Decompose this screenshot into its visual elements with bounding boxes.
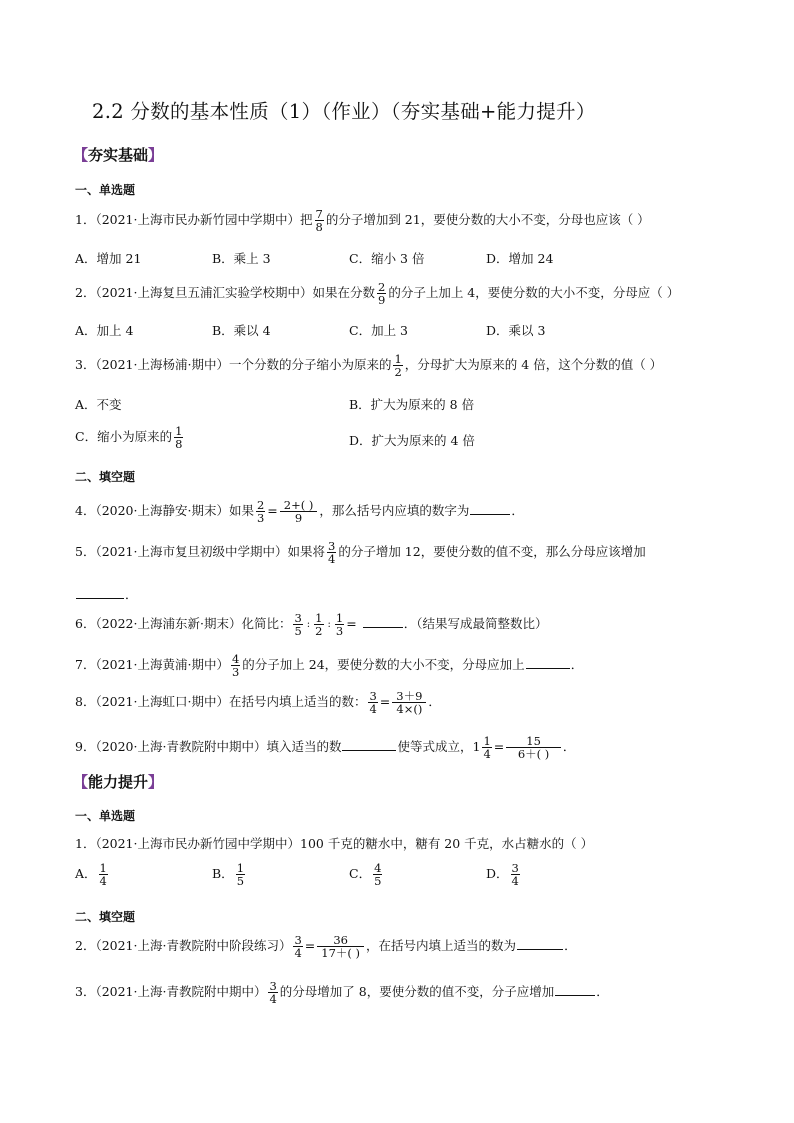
numerator: 3 (369, 689, 377, 703)
equals-sign: = (493, 739, 505, 755)
numerator: 3＋9 (392, 690, 426, 703)
option-b[interactable]: B．乘上 3 (212, 251, 271, 266)
fraction (392, 690, 426, 715)
question-9 (75, 735, 575, 760)
question-text: 的分子增加 12，要使分数的值不变，那么分母应该增加 (338, 544, 646, 560)
denominator: 3 (335, 624, 344, 639)
numerator: 4 (374, 861, 382, 875)
question-5-continued (75, 585, 138, 603)
section-advanced-heading (73, 771, 163, 792)
ratio-sign: : (306, 619, 311, 631)
question-text: 4．（2020·上海静安·期末）如果 (75, 503, 254, 519)
section-label: 夯实基础 (88, 146, 149, 164)
option-a[interactable]: A．加上 4 (75, 323, 134, 338)
denominator: 5 (374, 874, 382, 889)
fraction (256, 499, 265, 524)
fraction (293, 934, 302, 959)
period: ． (564, 938, 577, 954)
numerator: 2+( ) (280, 499, 318, 512)
period: ． (562, 739, 576, 755)
answer-blank[interactable] (517, 948, 563, 950)
numerator: 1 (236, 861, 245, 875)
fraction (236, 862, 245, 887)
answer-blank[interactable] (555, 994, 595, 996)
numerator: 3 (294, 611, 302, 625)
fraction (231, 653, 240, 678)
fraction (99, 862, 108, 887)
numerator: 2 (378, 280, 386, 294)
question-text: ，分母扩大为原来的 4 倍，这个分数的值（ ） (404, 357, 663, 373)
question-text: 2．（2021·上海复旦五浦汇实验学校期中）如果在分数 (75, 285, 375, 301)
question-text: 的分子加上 24，要使分数的大小不变，分母应加上 (242, 657, 525, 673)
advanced-question-3 (75, 980, 609, 1005)
numerator: 1 (394, 352, 402, 366)
fraction (335, 612, 344, 637)
section-bracket-close: 】 (148, 773, 164, 791)
fraction (174, 425, 183, 450)
fraction (315, 208, 324, 233)
question-text: ．（结果写成最简整数比） (403, 616, 548, 632)
fraction (293, 612, 302, 637)
equals-sign: = (346, 616, 357, 632)
option-d[interactable]: D．乘以 3 (486, 323, 546, 338)
option-a[interactable]: A．不变 (75, 397, 122, 412)
question-text: 使等式成立， (397, 739, 473, 755)
whole-number: 1 (472, 739, 481, 755)
fraction (314, 612, 323, 637)
answer-blank[interactable] (526, 667, 570, 669)
fraction (268, 980, 277, 1005)
fraction (482, 735, 491, 760)
question-text: 8．（2021·上海虹口·期中）在括号内填上适当的数： (75, 694, 367, 710)
fraction (368, 690, 377, 715)
ratio-sign: : (327, 619, 331, 631)
option-label: B． (212, 866, 234, 882)
single-choice-heading: 一、单选题 (75, 183, 136, 197)
option-d[interactable] (486, 862, 522, 887)
section-label: 能力提升 (88, 773, 149, 791)
section-bracket-open: 【 (73, 773, 89, 791)
question-text: 6．（2022·上海浦东新·期末）化简比： (75, 616, 292, 632)
period: ． (570, 657, 584, 673)
option-d[interactable]: D．增加 24 (486, 251, 554, 266)
period: ． (125, 587, 138, 602)
question-5 (75, 540, 646, 565)
single-choice-heading: 一、单选题 (75, 809, 136, 823)
fraction (327, 540, 336, 565)
denominator: 9 (378, 293, 386, 308)
fill-blank-heading: 二、填空题 (75, 910, 136, 924)
denominator: 2 (315, 624, 323, 639)
period: ． (596, 984, 609, 1000)
fraction (393, 353, 402, 378)
answer-blank[interactable] (342, 749, 396, 751)
period: ． (428, 694, 441, 710)
question-7 (75, 653, 583, 678)
denominator: 5 (236, 874, 245, 889)
advanced-question-2 (75, 934, 577, 959)
denominator: 4 (99, 874, 107, 889)
denominator: 3 (231, 665, 240, 680)
option-b[interactable]: B．扩大为原来的 8 倍 (349, 397, 475, 412)
option-c[interactable] (349, 862, 384, 887)
section-bracket-open: 【 (73, 146, 89, 164)
numerator: 1 (175, 424, 183, 438)
question-text: ，在括号内填上适当的数为 (366, 938, 517, 954)
option-d[interactable]: D．扩大为原来的 4 倍 (349, 433, 475, 448)
numerator: 1 (335, 611, 344, 625)
denominator: 4×() (396, 702, 423, 717)
fraction (377, 281, 386, 306)
denominator: 4 (483, 747, 491, 762)
option-b[interactable] (212, 862, 247, 887)
denominator: 8 (175, 437, 183, 452)
option-text: C．缩小为原来的 (75, 429, 173, 445)
answer-blank[interactable] (363, 626, 403, 628)
question-text: ，那么括号内应填的数字为 (319, 503, 470, 519)
question-4 (75, 499, 524, 524)
question-text: 的分母增加了 8，要使分数的值不变，分子应增加 (279, 984, 555, 1000)
question-1 (75, 208, 650, 233)
equals-sign: = (379, 694, 391, 710)
numerator: 3 (294, 933, 302, 947)
numerator: 4 (231, 652, 240, 666)
question-text: 5．（2021·上海市复旦初级中学期中）如果将 (75, 544, 325, 560)
option-label: A． (75, 866, 97, 882)
question-text: 3．（2021·上海杨浦·期中）一个分数的分子缩小为原来的 (75, 357, 392, 373)
answer-blank[interactable] (470, 513, 510, 515)
option-c[interactable]: C．加上 3 (349, 323, 408, 338)
denominator: 6＋( ) (517, 747, 550, 762)
denominator: 8 (315, 220, 323, 235)
answer-blank[interactable] (76, 597, 124, 599)
numerator: 1 (483, 734, 491, 748)
section-bracket-close: 】 (148, 146, 164, 164)
question-text: 9．（2020·上海·青教院附中期中）填入适当的数 (75, 739, 342, 755)
numerator: 3 (511, 861, 519, 875)
option-b[interactable]: B．乘以 4 (212, 323, 271, 338)
fraction (317, 934, 364, 959)
numerator: 1 (99, 861, 107, 875)
numerator: 1 (315, 611, 323, 625)
question-text: 7．（2021·上海黄浦·期中） (75, 657, 229, 673)
numerator: 15 (506, 735, 561, 748)
option-label: C． (349, 866, 372, 882)
denominator: 9 (294, 511, 303, 526)
option-c[interactable]: C．缩小 3 倍 (349, 251, 425, 266)
fill-blank-heading: 二、填空题 (75, 470, 136, 484)
advanced-question-1: 1．（2021·上海市民办新竹园中学期中）100 千克的糖水中，糖有 20 千克，水占糖水的（ ） (75, 836, 594, 851)
fraction (373, 862, 382, 887)
question-3 (75, 353, 662, 378)
option-label: D． (486, 866, 509, 882)
question-text: 的分子增加到 21，要使分数的大小不变，分母也应该（ ） (325, 212, 650, 228)
question-text: 1．（2021·上海市民办新竹园中学期中）把 (75, 212, 313, 228)
numerator: 2 (256, 498, 265, 512)
equals-sign: = (304, 938, 316, 954)
denominator: 17＋( ) (321, 946, 361, 961)
numerator: 7 (315, 207, 323, 221)
option-a[interactable]: A．增加 21 (75, 251, 142, 266)
question-text: 2．（2021·上海·青教院附中阶段练习） (75, 938, 292, 954)
denominator: 2 (394, 365, 402, 380)
question-2 (75, 281, 679, 306)
period: ． (511, 503, 524, 519)
fraction (511, 862, 520, 887)
numerator: 3 (269, 979, 277, 993)
denominator: 5 (294, 624, 302, 639)
numerator: 3 (328, 539, 336, 553)
equals-sign: = (267, 503, 278, 519)
question-text: 3．（2021·上海·青教院附中期中） (75, 984, 267, 1000)
question-text: 的分子上加上 4，要使分数的大小不变，分母应（ ） (388, 285, 680, 301)
section-basic-heading (73, 144, 163, 165)
denominator: 4 (369, 702, 377, 717)
question-8 (75, 690, 441, 715)
fraction (506, 735, 561, 760)
question-6 (75, 612, 547, 637)
numerator: 36 (317, 934, 364, 947)
page-title: 2.2 分数的基本性质（1）（作业）（夯实基础+能力提升） (92, 100, 596, 123)
denominator: 4 (294, 946, 302, 961)
denominator: 3 (256, 511, 265, 526)
denominator: 4 (511, 874, 519, 889)
option-a[interactable] (75, 862, 110, 887)
fraction (280, 499, 318, 524)
option-c[interactable] (75, 425, 185, 450)
denominator: 4 (328, 552, 336, 567)
denominator: 4 (269, 992, 277, 1007)
